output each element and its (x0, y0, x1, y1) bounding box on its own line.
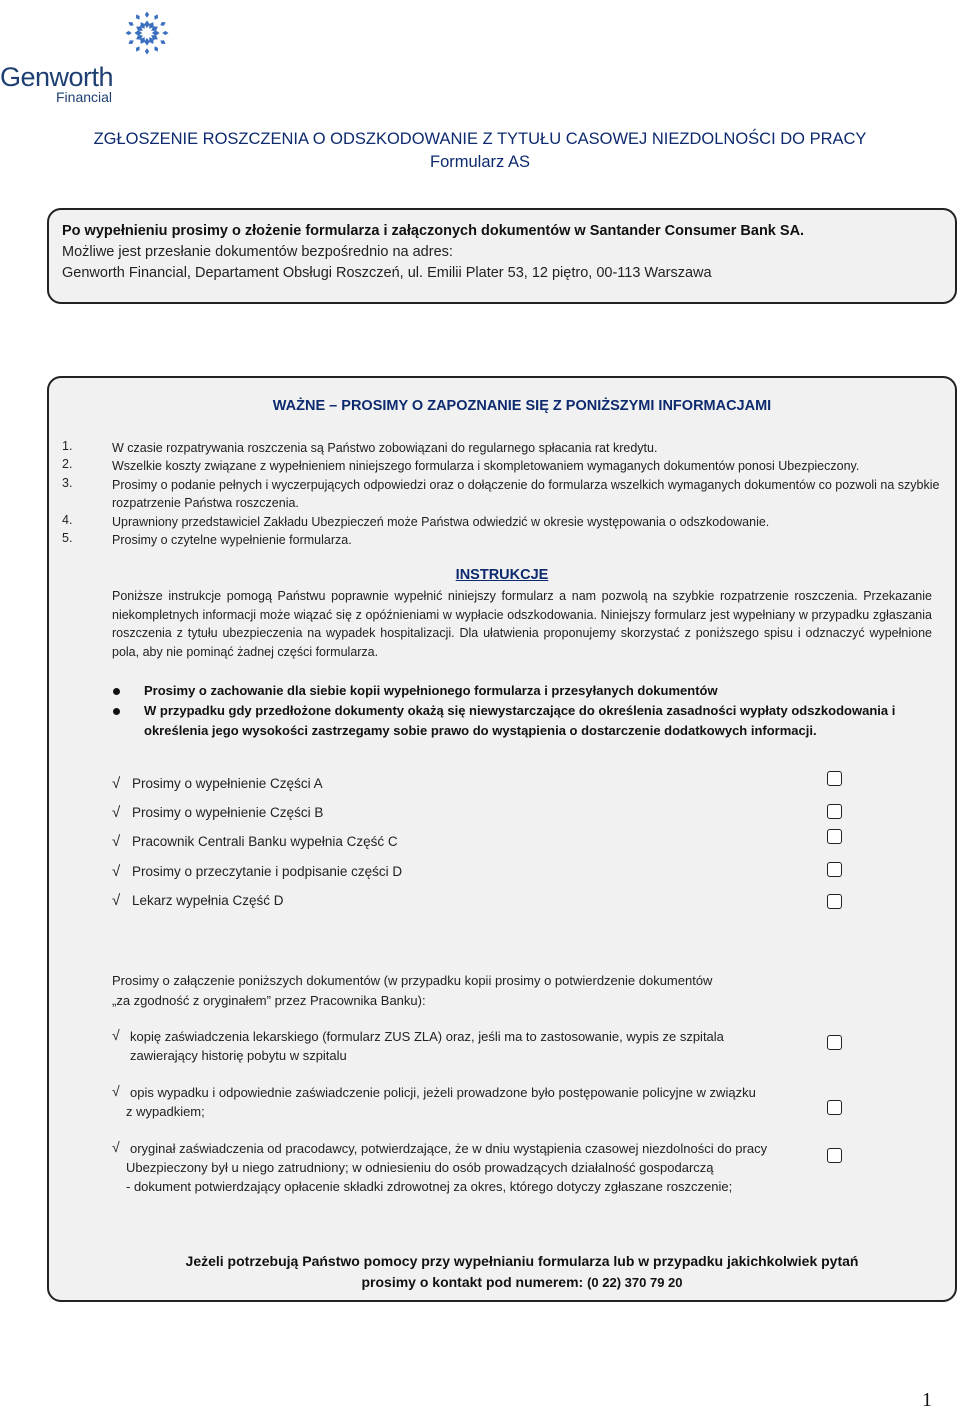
document-item: oryginał zaświadczenia od pracodawcy, potwierdzające, że w dniu wystąpienia czasowej niezdolności do pracy (130, 1141, 768, 1156)
item-number: 4. (62, 513, 73, 527)
bullet-icon (113, 708, 120, 715)
logo-petal (127, 39, 135, 46)
page-number: 1 (922, 1389, 932, 1411)
logo-petal (145, 48, 149, 54)
important-item: Prosimy o podanie pełnych i wyczerpujących odpowiedzi oraz o dołączenie do formularza wszelkich wymaganych dokumentów co pozwoli na szybkie rozpatrzenie Państwa roszczenia. (112, 478, 940, 510)
instructions-paragraph: Poniższe instrukcje pomogą Państwu poprawnie wypełnić niniejszy formularz a nam pozwolą na szybkie rozpatrzenie roszczenia. Przekazanie niekompletnych informacji może wiązać się z opóźnieniami w wypłacie odszkodowania. Niniejszy formularz jest wypełniany w przypadku zgłaszania roszczenia z tytułu ubezpieczenia na wypadek hospitalizacji. Dla ułatwienia proponujemy skorzystać z poniższego spisu i odznaczyć wypełnione pola, aby nie pominąć żadnej części formularza. (112, 589, 932, 659)
check-mark-icon: √ (112, 775, 121, 792)
document-item: kopię zaświadczenia lekarskiego (formularz ZUS ZLA) oraz, jeśli ma to zastosowanie, wypis ze szpitala (130, 1029, 724, 1044)
checkbox-part-c[interactable] (827, 829, 842, 844)
bullet-item: W przypadku gdy przedłożone dokumenty okażą się niewystarczające do określenia zasadności wypłaty odszkodowania i określenia jego wysokości zastrzegamy sobie prawo do wystąpienia o dostarczenie dodatkowych informacji. (144, 703, 896, 738)
notice-line-1: Po wypełnieniu prosimy o złożenie formularza i załączonych dokumentów w Santander Consumer Bank SA. (62, 223, 805, 239)
checkbox-part-a[interactable] (827, 771, 842, 786)
check-mark-icon: √ (112, 833, 121, 850)
logo-petal (145, 12, 149, 18)
genworth-logo-icon (118, 4, 176, 62)
logo-subtitle: Financial (56, 89, 113, 105)
checkbox-document-1[interactable] (827, 1035, 842, 1050)
logo-petal (126, 31, 132, 35)
checkbox-part-b[interactable] (827, 804, 842, 819)
checklist-item: Lekarz wypełnia Część D (132, 893, 284, 908)
bullet-item: Prosimy o zachowanie dla siebie kopii wypełnionego formularza i przesyłanych dokumentów (144, 683, 718, 698)
logo-petal (152, 30, 160, 35)
help-contact-label: prosimy o kontakt pod numerem: (361, 1274, 588, 1290)
notice-line-2: Możliwe jest przesłanie dokumentów bezpośrednio na adres: (62, 244, 453, 260)
logo-petal (127, 20, 135, 27)
bullet-icon (113, 688, 120, 695)
attachments-intro: „za zgodność z oryginałem” przez Pracownika Banku): (112, 993, 426, 1008)
attachments-intro: Prosimy o załączenie poniższych dokumentów (w przypadku kopii prosimy o potwierdzenie dokumentów (112, 973, 713, 988)
item-number: 3. (62, 476, 73, 490)
logo-brand: Genworth (0, 62, 114, 92)
important-item: W czasie rozpatrywania roszczenia są Państwo zobowiązani do regularnego spłacania rat kredytu. (112, 441, 658, 455)
form-title: ZGŁOSZENIE ROSZCZENIA O ODSZKODOWANIE Z TYTUŁU CASOWEJ NIEZDOLNOŚCI DO PRACY (93, 130, 867, 148)
check-mark-icon: √ (112, 1083, 120, 1099)
logo-petal (153, 13, 160, 21)
checklist-item: Prosimy o wypełnienie Części B (132, 805, 324, 820)
item-number: 2. (62, 457, 73, 471)
logo-petal (159, 39, 167, 46)
logo-petal (153, 45, 160, 53)
document-item: z wypadkiem; (126, 1104, 205, 1119)
logo-petal (159, 20, 167, 27)
logo-petal (134, 45, 141, 53)
checklist-item: Pracownik Centrali Banku wypełnia Część C (132, 834, 398, 849)
checkbox-part-d-doctor[interactable] (827, 894, 842, 909)
check-mark-icon: √ (112, 804, 121, 821)
document-item: zawierający historię pobytu w szpitalu (130, 1048, 347, 1063)
checkbox-part-d-sign[interactable] (827, 862, 842, 877)
checklist-item: Prosimy o wypełnienie Części A (132, 776, 323, 791)
checkbox-document-3[interactable] (827, 1148, 842, 1163)
logo-petal (144, 20, 149, 28)
notice-line-3: Genworth Financial, Departament Obsługi Roszczeń, ul. Emilii Plater 53, 12 piętro, 00-113 Warszawa (62, 265, 712, 281)
checkbox-document-2[interactable] (827, 1100, 842, 1115)
logo-petal (162, 31, 168, 35)
form-subtitle: Formularz AS (430, 153, 530, 171)
help-contact (47, 1272, 960, 1293)
checklist-item: Prosimy o przeczytanie i podpisanie części D (132, 864, 403, 879)
help-text: Jeżeli potrzebują Państwo pomocy przy wypełnianiu formularza lub w przypadku jakichkolwiek pytań (185, 1253, 859, 1269)
document-item: opis wypadku i odpowiednie zaświadczenie policji, jeżeli prowadzone było postępowanie policyjne w związku (130, 1085, 756, 1100)
logo-petal (144, 38, 149, 46)
important-item: Wszelkie koszty związane z wypełnieniem niniejszego formularza i skompletowaniem wymaganych dokumentów ponosi Ubezpieczony. (112, 459, 860, 473)
item-number: 1. (62, 439, 73, 453)
important-heading: WAŻNE – PROSIMY O ZAPOZNANIE SIĘ Z PONIŻSZYMI INFORMACJAMI (272, 398, 772, 414)
check-mark-icon: √ (112, 1139, 120, 1155)
logo-petal (134, 30, 142, 35)
check-mark-icon: √ (112, 863, 121, 880)
check-mark-icon: √ (112, 1027, 120, 1043)
help-phone: (0 22) 370 79 20 (587, 1275, 683, 1290)
important-item: Prosimy o czytelne wypełnienie formularza. (112, 533, 352, 547)
logo-petal (134, 13, 141, 21)
important-item: Uprawniony przedstawiciel Zakładu Ubezpieczeń może Państwa odwiedzić w okresie występowania o odszkodowanie. (112, 515, 770, 529)
document-item: - dokument potwierdzający opłacenie składki zdrowotnej za okres, którego dotyczy zgłaszane roszczenie; (126, 1179, 733, 1194)
check-mark-icon: √ (112, 892, 121, 909)
document-item: Ubezpieczony był u niego zatrudniony; w odniesieniu do osób prowadzących działalność gospodarczą (126, 1160, 714, 1175)
item-number: 5. (62, 531, 73, 545)
instructions-heading: INSTRUKCJE (455, 567, 549, 583)
